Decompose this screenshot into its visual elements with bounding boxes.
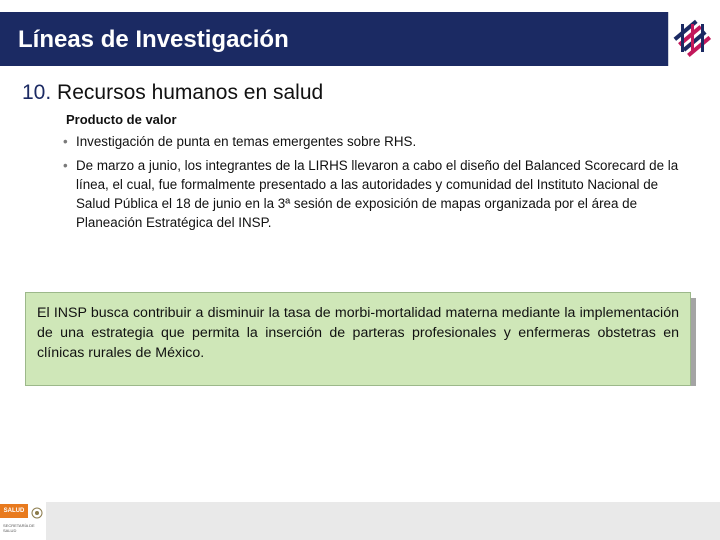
note-box: El INSP busca contribuir a disminuir la tasa de morbi-mortalidad materna mediante la implementación de una estrategia que permita la inserción de parteras profesionales y enfermeras obstetras en clínicas rurales de México. (25, 292, 691, 386)
section-number: 10. (22, 81, 52, 104)
section-title: Recursos humanos en salud (57, 81, 324, 104)
secretaria-text: SECRETARÍA DE SALUD (3, 523, 35, 533)
footer (0, 502, 720, 540)
slide-title: Líneas de Investigación (18, 26, 289, 53)
section-heading (22, 81, 323, 105)
subtitle: Producto de valor (66, 112, 177, 127)
institutional-logo-icon (672, 18, 712, 58)
footer-logo (0, 502, 46, 540)
list-item: • Investigación de punta en temas emergentes sobre RHS. (62, 132, 692, 151)
salud-badge: SALUD (0, 504, 28, 518)
header-bar (0, 12, 669, 66)
bullet-list (62, 132, 692, 237)
government-seal-icon (31, 506, 43, 518)
list-item: • De marzo a junio, los integrantes de la LIRHS llevaron a cabo el diseño del Balanced Scorecard de la línea, el cual, fue formalmente presentado a las autoridades y comunidad del Instituto Nacional de Salud Pública el 18 de junio en la 3ª sesión de exposición de mapas organizada por el área de Planeación Estratégica del INSP. (62, 156, 692, 232)
slide-header (0, 12, 720, 66)
